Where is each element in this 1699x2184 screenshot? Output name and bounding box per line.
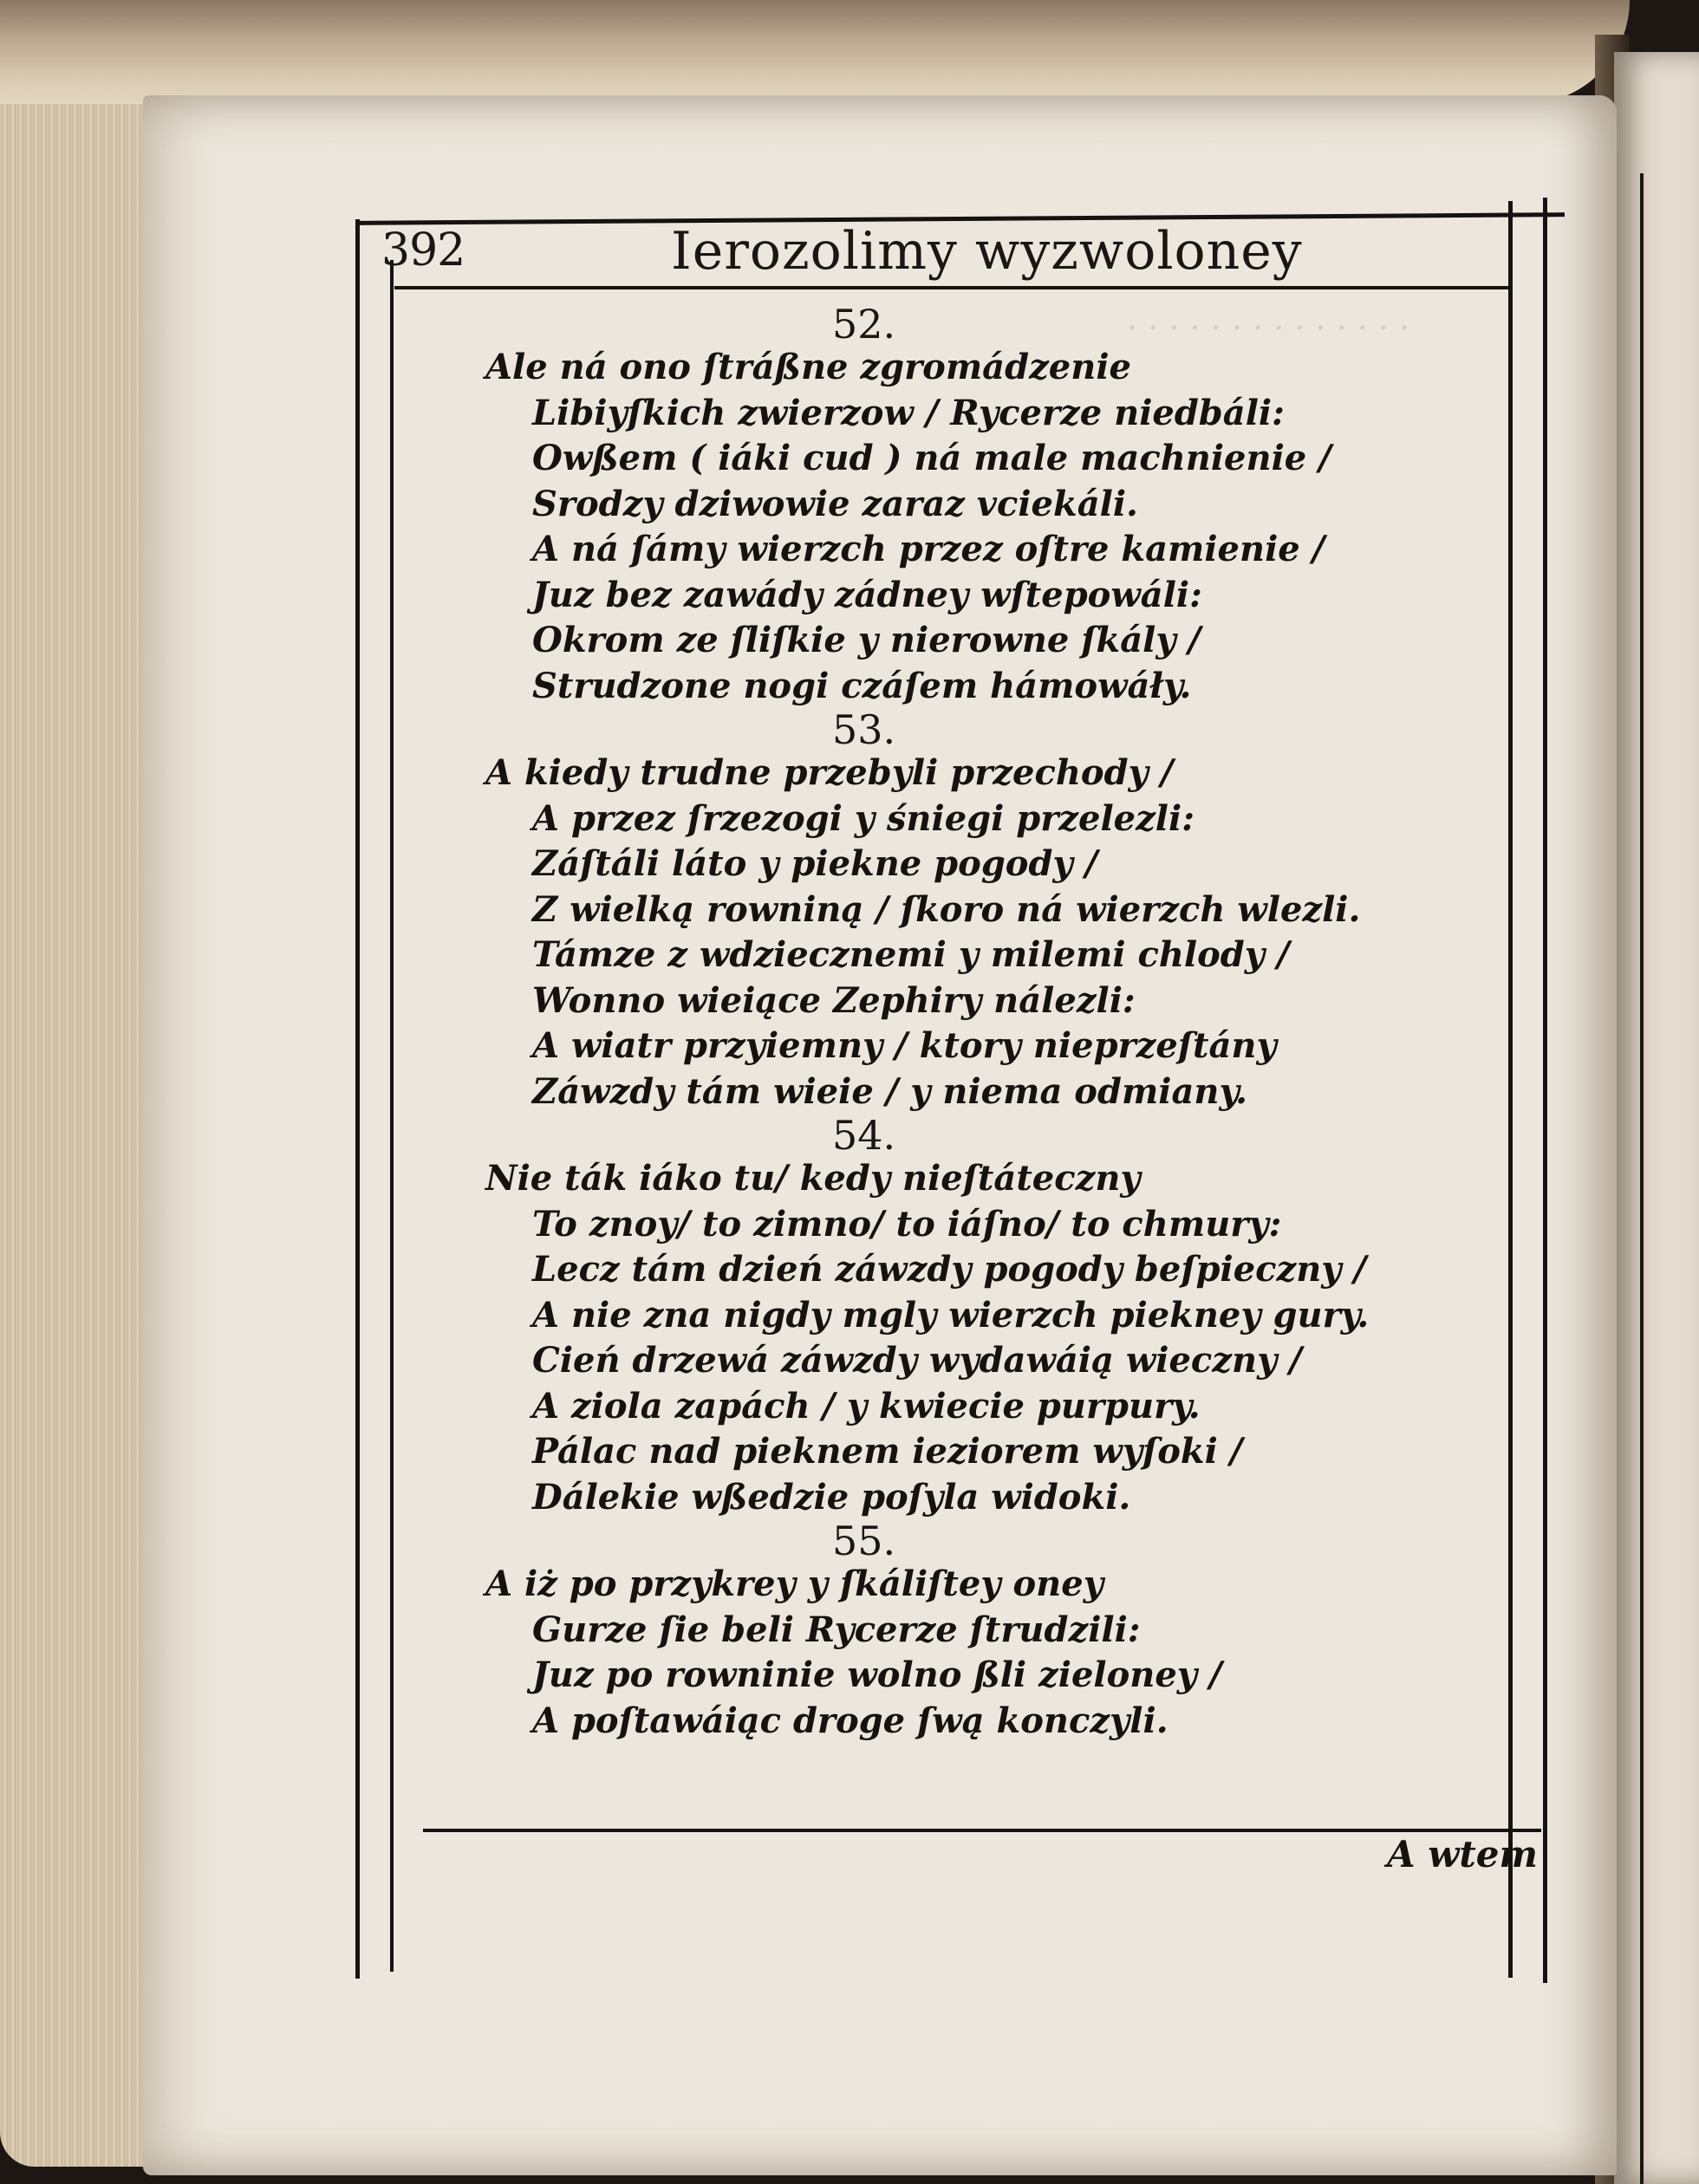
stanza-number: 55. [832, 1518, 896, 1564]
verse-line: A przez ſrzezogi y śniegi przelezli: [532, 797, 1195, 839]
facing-page [1614, 52, 1699, 2184]
verse-line: Owßem ( iáki cud ) ná male machnienie / [532, 438, 1331, 478]
verse-line: Srodzy dziwowie zaraz vciekáli. [532, 483, 1138, 524]
verse-line: A poſtawáiąc droge ſwą konczyli. [532, 1700, 1168, 1741]
running-head [364, 221, 1482, 290]
show-through: . . . . . . . . . . . . . . [1127, 299, 1410, 337]
book-top-edge [0, 0, 1630, 104]
verse-line: Wonno wieiące Zephiry nálezli: [532, 979, 1136, 1021]
facing-page-rule [1640, 173, 1644, 2184]
verse-line: Gurze ſie beli Rycerze ſtrudzili: [532, 1609, 1141, 1650]
verse-line: Okrom ze ſliſkie y nierowne ſkály / [532, 620, 1201, 660]
stanza [485, 1112, 1508, 1520]
verse-line: Juz bez zawády zádney wſtepowáli: [532, 574, 1202, 615]
verse-line: To znoy/ to zimno/ to iáſno/ to chmury: [532, 1203, 1282, 1245]
verse-line: A ziola zapách / y kwiecie purpury. [532, 1385, 1201, 1427]
stanza-number: 54. [832, 1112, 896, 1159]
running-title: Ierozolimy wyzwoloney [671, 221, 1303, 282]
verse-line: A kiedy trudne przebyli przechody / [485, 752, 1174, 793]
verse-line: A wiatr przyiemny / ktory nieprzeſtány [532, 1025, 1277, 1066]
frame-right-outer [1543, 198, 1547, 1983]
verse-line: Záſtáli láto y piekne pogody / [532, 843, 1098, 884]
page-number: 392 [381, 224, 465, 276]
verse-line: Lecz tám dzień záwzdy pogody beſpieczny / [532, 1249, 1367, 1290]
verse-line: Nie ták iáko tu/ kedy nieſtáteczny [485, 1158, 1141, 1199]
frame-left-inner [390, 260, 394, 1972]
frame-left-outer [355, 219, 360, 1979]
verse-line: A iż po przykrey y ſkáliſtey oney [485, 1563, 1103, 1604]
verse-line: Juz po rowninie wolno ßli zieloney / [532, 1654, 1222, 1695]
verse-line: Libiyſkich zwierzow / Rycerze niedbáli: [532, 392, 1285, 433]
verse-line: Z wielką rowniną / ſkoro ná wierzch wlezli. [532, 888, 1361, 930]
verse-line: Támze z wdziecznemi y milemi chlody / [532, 934, 1290, 975]
verse-text [485, 303, 1508, 1744]
verse-line: Ale ná ono ſtráßne zgromádzenie [485, 347, 1131, 387]
footer-rule [423, 1829, 1541, 1832]
stanza [485, 706, 1508, 1115]
catchword: A wtem [1387, 1833, 1538, 1875]
verse-line: Strudzone nogi czáſem hámowáły. [532, 665, 1192, 706]
verse-line: Pálac nad pieknem ieziorem wyſoki / [532, 1431, 1243, 1472]
verse-line: Dálekie wßedzie poſyla widoki. [532, 1476, 1131, 1518]
verse-line: A ná ſámy wierzch przez oſtre kamienie / [532, 529, 1325, 569]
stanza [485, 1520, 1508, 1744]
frame-right-inner [1508, 201, 1513, 1978]
verse-line: A nie zna nigdy mgly wierzch piekney gury. [532, 1294, 1370, 1336]
page-edges [0, 35, 165, 2167]
verse-line: Cień drzewá záwzdy wydawáią wieczny / [532, 1340, 1302, 1381]
stanza-number: 53. [832, 706, 896, 753]
verse-line: Záwzdy tám wieie / y niema odmiany. [532, 1070, 1248, 1112]
stanza-number: 52. [832, 301, 896, 348]
stanza [485, 303, 1508, 709]
